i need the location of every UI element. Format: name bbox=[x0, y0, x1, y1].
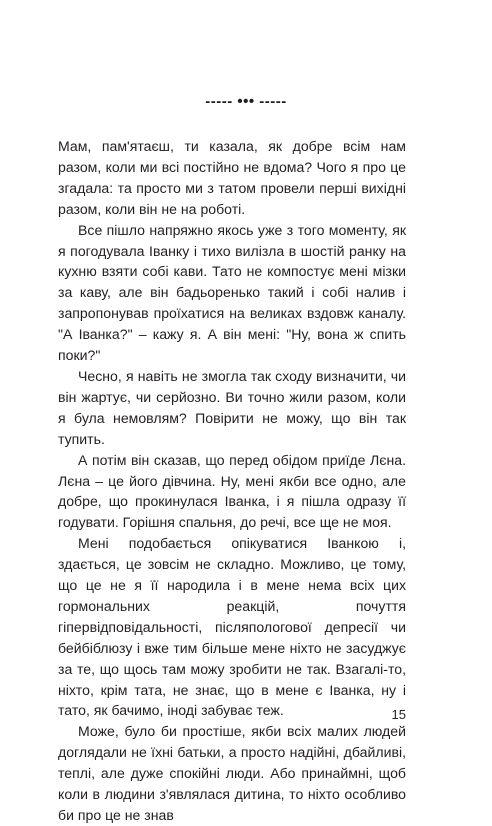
paragraph: Все пішло напряжно якось уже з того моменту, як я погодувала Іванку і тихо вилізла в шостій ранку на кухню взяти собі кави. Тато не компостує мені мізки за каву, але він бадьоренько такий і собі налив і запропонував проїхатися на великах вздовж каналу. "А Іванка?" – кажу я. А він мені: "Ну, вона ж спить поки?" bbox=[58, 221, 406, 364]
paragraph: Може, було би простіше, якби всіх малих людей доглядали не їхні батьки, а просто надійні, дбайливі, теплі, але дуже спокійні люди. Або принаймні, щоб коли в людини з'являлася дитина, то ніхто особливо би про це не знав bbox=[58, 723, 406, 823]
paragraph: А потім він сказав, що перед обідом приїде Лєна. Лєна – це його дівчина. Ну, мені якби все одно, але добре, що прокинулася Іванка, і я пішла одразу її годувати. Горішня спальня, до речі, все ще не моя. bbox=[58, 451, 406, 531]
paragraph: Мам, пам'ятаєш, ти казала, як добре всім нам разом, коли ми всі постійно не вдома? Чого я про це згадала: та просто ми з татом провели перші вихідні разом, коли він не на роботі. bbox=[58, 138, 406, 217]
body-text bbox=[58, 136, 406, 826]
page-number: 15 bbox=[391, 707, 406, 722]
paragraph: Мені подобається опікуватися Іванкою і, здається, це зовсім не складно. Можливо, це тому, що це не я її народила і в мене нема всіх цих гормональних реакцій, почуття гіпервідповідальності, післяпологової депресії чи бейбіблюзу і вже тим більше мене ніхто не засуджує за те, що щось там можу зробити не так. Взагалі-то, ніхто, крім тата, не знає, що в мене є Іванка, ну і тато, як бачимо, іноді забуває теж. bbox=[58, 535, 406, 719]
paragraph: Чесно, я навіть не змогла так сходу визначити, чи він жартує, чи серйозно. Ви точно жили разом, коли я була немовлям? Повірити не можу, що він так тупить. bbox=[58, 367, 406, 447]
section-separator: ----- ••• ----- bbox=[205, 93, 287, 110]
